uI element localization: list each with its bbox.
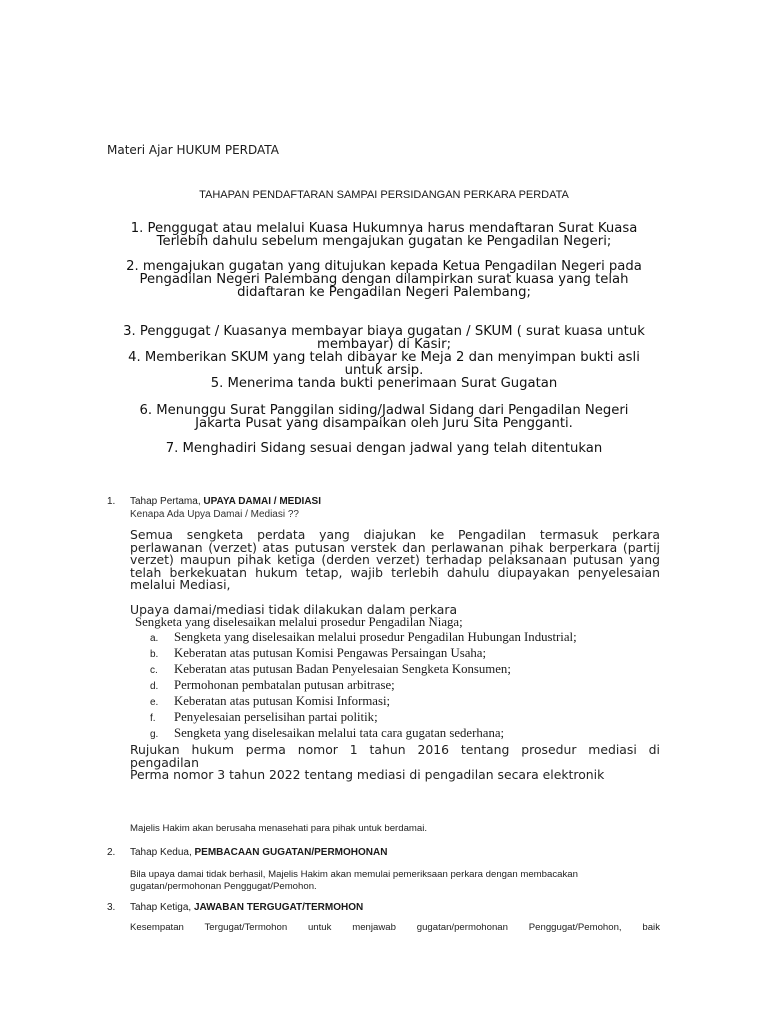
step-line: 7. Menghadiri Sidang sesuai dengan jadwal yang telah ditentukan: [165, 441, 603, 456]
list-marker: c.: [150, 665, 158, 676]
step-line: membayar) di Kasir;: [316, 337, 452, 352]
stage-3-title: JAWABAN TERGUGAT/TERMOHON: [193, 902, 364, 913]
step-6: [96, 404, 672, 430]
list-marker: f.: [150, 713, 156, 724]
list-item-text: Permohonan pembatalan putusan arbitrase;: [174, 678, 395, 692]
step-line: 3. Penggugat / Kuasanya membayar biaya gugatan / SKUM ( surat kuasa untuk: [123, 324, 645, 339]
list-item: [150, 630, 577, 646]
document-header-title: Materi Ajar HUKUM PERDATA: [107, 143, 279, 157]
stage-2-text-line: Bila upaya damai tidak berhasil, Majelis Hakim akan memulai pemeriksaan perkara dengan membacakan: [130, 869, 578, 880]
step-line: 1. Penggugat atau melalui Kuasa Hukumnya harus mendaftaran Surat Kuasa: [130, 221, 638, 236]
list-item: [150, 678, 577, 694]
reference-line: Rujukan hukum perma nomor 1 tahun 2016 tentang prosedur mediasi di: [130, 742, 660, 757]
stage-1-prefix: Tahap Pertama,: [130, 496, 204, 507]
list-item: [150, 726, 577, 742]
list-item-text: Sengketa yang diselesaikan melalui tata cara gugatan sederhana;: [174, 726, 505, 740]
stage-1-title: UPAYA DAMAI / MEDIASI: [203, 496, 321, 507]
list-item: [150, 646, 577, 662]
stage-2-title: PEMBACAAN GUGATAN/PERMOHONAN: [194, 847, 388, 858]
paragraph-line: perlawanan (verzet) atas putusan verstek dan perlawanan pihak berperkara (partij: [130, 539, 660, 555]
stage-3-heading: [130, 902, 363, 913]
list-item: [150, 710, 577, 726]
list-item-text: Keberatan atas putusan Komisi Informasi;: [174, 694, 391, 708]
paragraph-line: Semua sengketa perdata yang diajukan ke Pengadilan termasuk perkara: [130, 527, 660, 542]
stage-3-number: 3.: [107, 902, 116, 913]
list-marker: d.: [150, 681, 159, 692]
main-title: TAHAPAN PENDAFTARAN SAMPAI PERSIDANGAN PERKARA PERDATA: [199, 189, 569, 201]
exclusion-first: Sengketa yang diselesaikan melalui prosedur Pengadilan Niaga;: [135, 615, 463, 629]
exclusion-intro: Upaya damai/mediasi tidak dilakukan dalam perkara: [130, 602, 458, 617]
stage-3-prefix: Tahap Ketiga,: [130, 902, 194, 913]
list-item-text: Penyelesaian perselisihan partai politik;: [174, 710, 378, 724]
list-item: [150, 694, 577, 710]
step-line: 4. Memberikan SKUM yang telah dibayar ke Meja 2 dan menyimpan bukti asli: [128, 350, 640, 365]
step-line: Pengadilan Negeri Palembang dengan dilampirkan surat kuasa yang telah: [139, 272, 629, 287]
stage-2-heading: [130, 847, 387, 858]
legal-reference: [130, 744, 660, 782]
paragraph-line: melalui Mediasi,: [130, 577, 231, 592]
list-item-text: Keberatan atas putusan Badan Penyelesaian Sengketa Konsumen;: [174, 662, 511, 676]
step-3-5: [96, 325, 672, 390]
stage-2-prefix: Tahap Kedua,: [130, 847, 195, 858]
stage-1-paragraph: [130, 529, 660, 592]
step-line: untuk arsip.: [344, 363, 424, 378]
list-item-text: Sengketa yang diselesaikan melalui prosedur Pengadilan Hubungan Industrial;: [174, 630, 577, 644]
step-line: didaftaran ke Pengadilan Negeri Palembang;: [237, 285, 531, 300]
step-line: 2. mengajukan gugatan yang ditujukan kepada Ketua Pengadilan Negeri pada: [126, 259, 642, 274]
step-line: Jakarta Pusat yang disampaikan oleh Juru Sita Pengganti.: [195, 416, 573, 431]
stage-2-number: 2.: [107, 847, 116, 858]
step-line: 5. Menerima tanda bukti penerimaan Surat Gugatan: [210, 376, 558, 391]
paragraph-line: telah berkekuatan hukum tetap, wajib terlebih dahulu diupayakan penyelesaian: [130, 564, 660, 580]
paragraph-line: verzet) maupun pihak ketiga (derden verzet) terhadap pelaksanaan putusan yang: [130, 552, 660, 567]
reference-line: pengadilan: [130, 754, 199, 770]
exclusion-list: [150, 630, 577, 742]
stage-1-heading: [130, 496, 321, 507]
step-1: [96, 222, 672, 248]
step-line: 6. Menunggu Surat Panggilan siding/Jadwal Sidang dari Pengadilan Negeri: [139, 403, 629, 418]
stage-1-closing: Majelis Hakim akan berusaha menasehati para pihak untuk berdamai.: [130, 823, 428, 834]
stage-3-text: Kesempatan Tergugat/Termohon untuk menjawab gugatan/permohonan Penggugat/Pemohon, baik: [130, 922, 660, 933]
stage-2-text-line: gugatan/permohonan Penggugat/Pemohon.: [130, 881, 317, 892]
stage-1-subtitle: Kenapa Ada Upya Damai / Mediasi ??: [130, 509, 299, 520]
step-line: Terlebih dahulu sebelum mengajukan gugatan ke Pengadilan Negeri;: [156, 234, 612, 249]
list-item: [150, 662, 577, 678]
list-item-text: Keberatan atas putusan Komisi Pengawas Persaingan Usaha;: [174, 646, 487, 660]
list-marker: e.: [150, 697, 159, 708]
list-marker: b.: [150, 649, 159, 660]
reference-line: Perma nomor 3 tahun 2022 tentang mediasi di pengadilan secara elektronik: [130, 767, 605, 782]
step-7: [96, 442, 672, 455]
list-marker: a.: [150, 633, 159, 644]
stage-1-number: 1.: [107, 496, 116, 507]
step-2: [96, 260, 672, 299]
list-marker: g.: [150, 729, 159, 740]
stage-2-text: [130, 869, 578, 893]
